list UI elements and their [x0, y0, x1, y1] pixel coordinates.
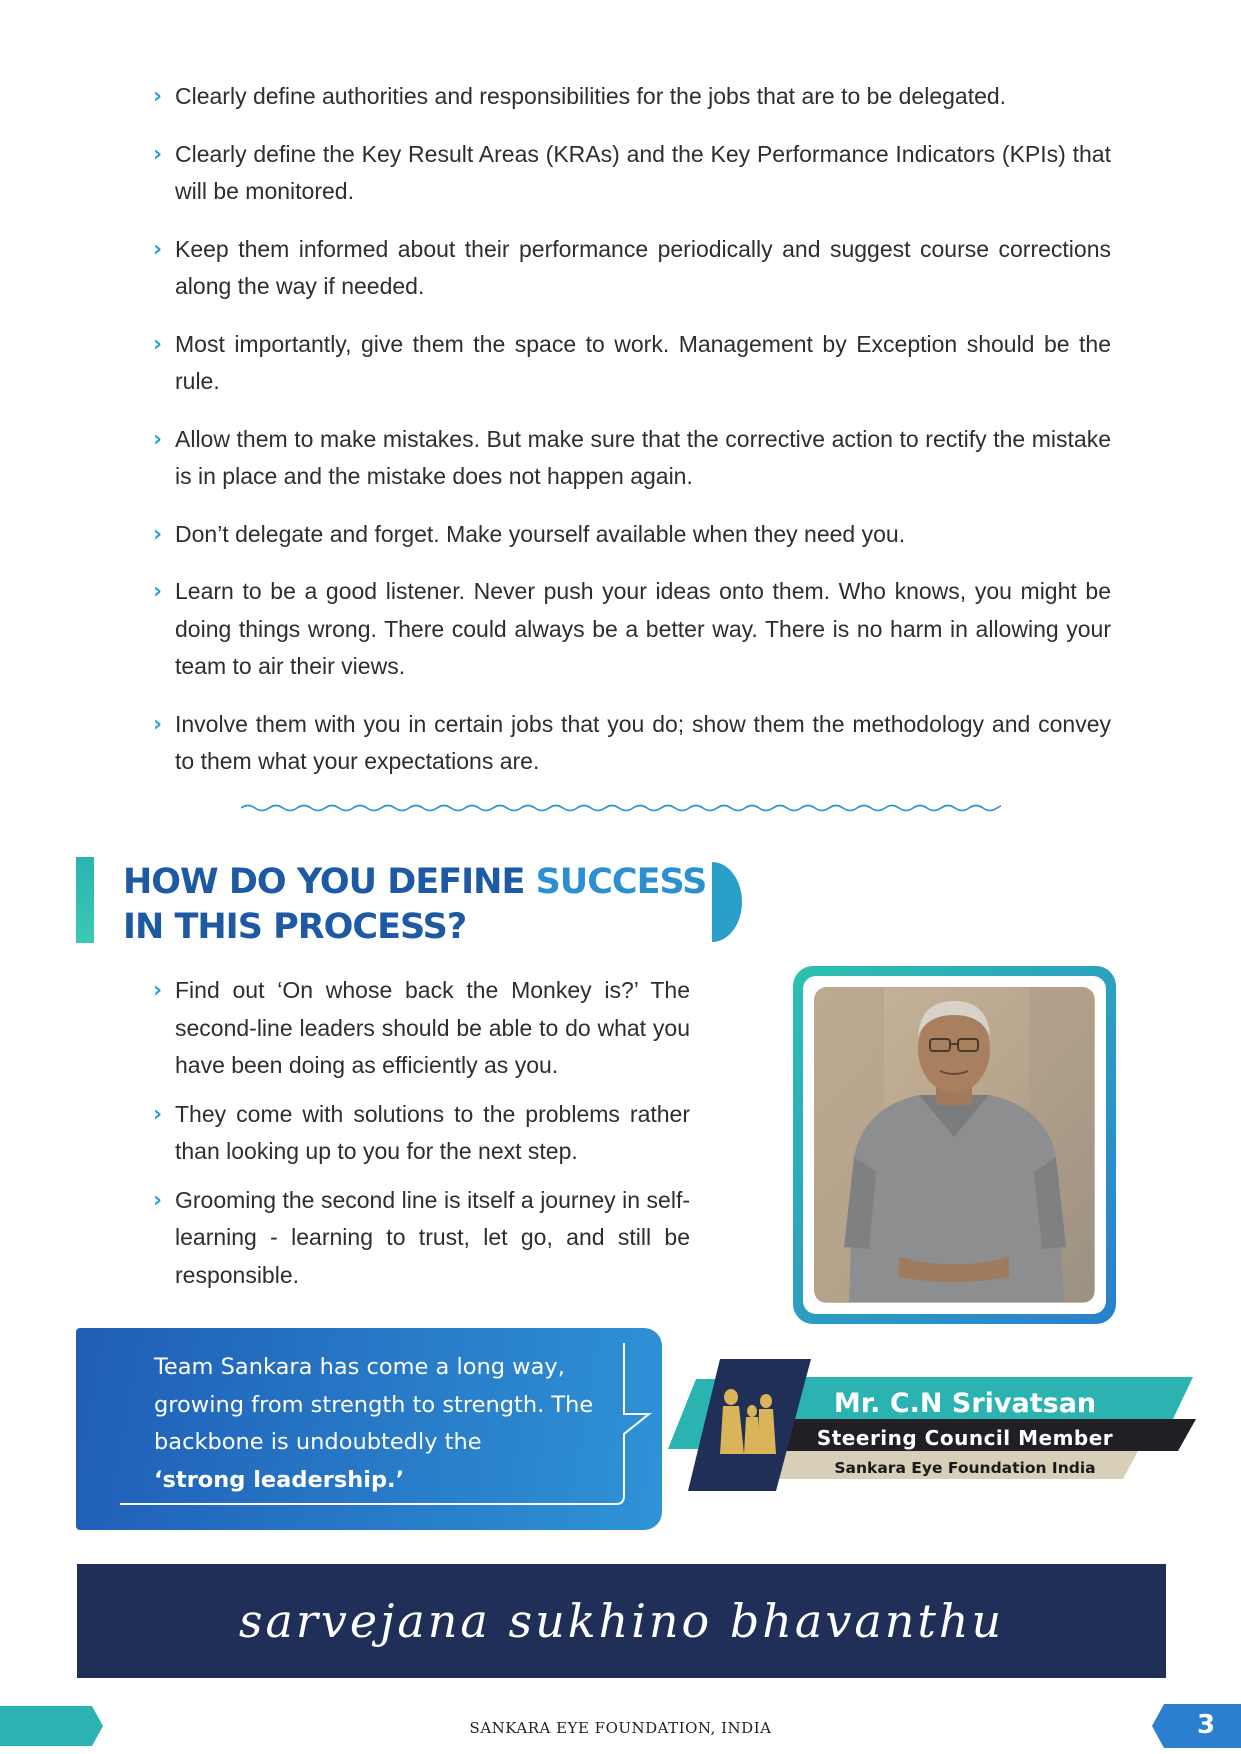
chevron-right-icon: › — [153, 84, 163, 109]
chevron-right-icon: › — [153, 1101, 163, 1127]
chevron-right-icon: › — [153, 1187, 163, 1213]
portrait-frame — [793, 966, 1116, 1324]
list-item: › Clearly define the Key Result Areas (KRAs) and the Key Performance Indicators (KPIs) that will be monitored. — [153, 136, 1111, 211]
list-item: › Keep them informed about their performance periodically and suggest course corrections along the way if needed. — [153, 231, 1111, 306]
person-illustration — [814, 987, 1094, 1302]
list-item: › Involve them with you in certain jobs that you do; show them the methodology and convey to them what your expectations are. — [153, 706, 1111, 781]
list-item: › Learn to be a good listener. Never push your ideas onto them. Who knows, you might be doing things wrong. There could always be a better way. There is no harm in allowing your team to air their views. — [153, 573, 1111, 686]
chevron-right-icon: › — [153, 236, 163, 262]
heading-accent-bar — [76, 857, 94, 943]
page-number: 3 — [1196, 1710, 1216, 1740]
chevron-right-icon: › — [153, 579, 163, 604]
person-name: Mr. C.N Srivatsan — [833, 1388, 1097, 1419]
person-organization: Sankara Eye Foundation India — [834, 1459, 1096, 1477]
chevron-right-icon: › — [153, 521, 163, 547]
list-item: › Don’t delegate and forget. Make yourself available when they need you. — [153, 516, 1111, 554]
list-item: › Grooming the second line is itself a journey in self-learning - learning to trust, let go, and still be responsible. — [153, 1182, 690, 1295]
chevron-right-icon: › — [153, 711, 163, 737]
motto-banner — [77, 1564, 1166, 1678]
chevron-right-icon: › — [153, 331, 163, 357]
motto-text: sarvejana sukhino bhavanthu — [238, 1594, 1005, 1648]
chevron-right-icon: › — [153, 141, 163, 167]
delegation-tips-list — [153, 78, 1111, 801]
heading-end-cap — [712, 862, 742, 942]
success-criteria-list — [153, 972, 690, 1305]
portrait-photo — [814, 987, 1095, 1303]
chevron-right-icon: › — [153, 426, 163, 452]
wavy-divider — [241, 800, 1001, 816]
list-item: › Clearly define authorities and responsibilities for the jobs that are to be delegated. — [153, 78, 1111, 116]
quote-box — [76, 1328, 662, 1530]
list-item: › They come with solutions to the problems rather than looking up to you for the next step. — [153, 1096, 690, 1171]
chevron-right-icon: › — [153, 978, 163, 1003]
section-heading: HOW DO YOU DEFINE SUCCESS IN THIS PROCESS? — [123, 862, 707, 947]
person-role: Steering Council Member — [816, 1426, 1114, 1450]
list-item: › Find out ‘On whose back the Monkey is?’ The second-line leaders should be able to do what you have been doing as efficiently as you. — [153, 972, 690, 1085]
list-item: › Most importantly, give them the space to work. Management by Exception should be the rule. — [153, 326, 1111, 401]
list-item: › Allow them to make mistakes. But make sure that the corrective action to rectify the mistake is in place and the mistake does not happen again. — [153, 421, 1111, 496]
quote-text: Team Sankara has come a long way, growing from strength to strength. The backbone is undoubtedly the ‘strong leadership.’ — [154, 1354, 594, 1493]
footer-organization: SANKARA EYE FOUNDATION, INDIA — [469, 1719, 772, 1737]
